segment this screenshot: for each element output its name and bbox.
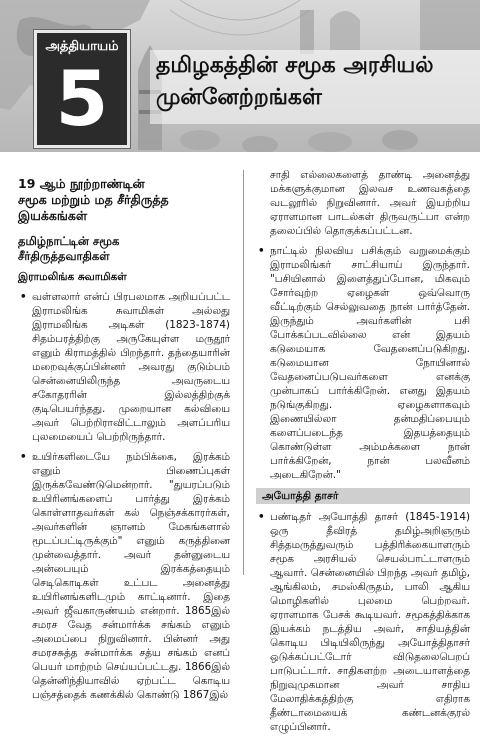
bullet-list-left — [18, 290, 230, 702]
continued-paragraph: சாதி எல்லைகளைத் தாண்டி அனைத்து மக்களுக்குமான இலவச உணவகத்தை வடலூரில் நிறுவினார். அவர் இயற்றிய ஏராளமான பாடல்கள் திருவருட்பா என்ற தலைப்பில் தொகுக்கப்பட்டன. — [270, 169, 470, 237]
sub-heading-line-1: தமிழ்நாட்டின் சமூக — [18, 234, 120, 248]
bullet-text: வள்ளலார் என்ப் பிரபலமாக அறியப்பட்ட இராமலிங்க சுவாமிகள் அல்லது இராமலிங்க அடிகள் (1823-1874) சிதம்பரத்திற்கு அருகேயுள்ள மருதூர் எனும் கிராமத்தில் பிறந்தார். தந்தையாரின் மறைவுக்குப்பின்னர் அவரது குடும்பம் சென்னையிலிருந்த அவருடைய சகோதரரின் இல்லத்திற்குக் குடிபெயர்ந்தது. முறையான கல்வியை அவர் பெற்றிராவிட்டாலும் அளப்பரிய புலமையைப் பெற்றிருந்தார். — [32, 291, 230, 443]
list-item — [256, 244, 470, 482]
bullet-icon: • — [20, 451, 27, 463]
minor-heading: இராமலிங்க சுவாமிகள் — [18, 271, 127, 283]
chapter-title-line-2: முன்னேற்றங்கள் — [156, 85, 322, 110]
subsection-heading: அயோத்தி தாசர் — [256, 488, 470, 504]
left-column — [18, 176, 230, 708]
chapter-banner — [0, 0, 480, 152]
chapter-number-box — [34, 30, 130, 148]
bullet-text: நாட்டில் நிலவிய பசிக்கும் வறுமைக்கும் இராமலிங்கர் சாட்சியாய் இருந்தார். "பசியினால் இளைத்துப்போன, மிகவும் சோர்வுற்ற ஏழைகள் ஒவ்வொரு வீட்டிற்கும் செல்லுவதை நான் பார்த்தேன். இருந்தும் அவர்களின் பசி போக்கப்படவில்லை என் இதயம் கடுமையாக வேதனைப்படுகிறது. கடுமையான நோயினால் வேதனைப்படுபவர்களை எனக்கு முன்பாகப் பார்க்கிறேன். எனது இதயம் நடுங்குகிறது. ஏழைகளாகவும் இணையில்லா தன்மதிப்பையும் களைப்படைந்த இதயத்தையும் கொண்டுள்ள அம்மக்களை நான் பார்க்கிறேன், நான் பலவீனம் அடைகிறேன்." — [270, 245, 470, 481]
sub-heading-line-2: சீர்திருத்தவாதிகள் — [18, 249, 110, 263]
bullet-text: உயிர்களிடையே நம்பிக்கை, இரக்கம் எனும் பிணைப்புகள் இருக்கவேண்டுமென்றார். "துயரப்படும் உயிரினங்களைப் பார்த்து இரக்கம் கொள்ளாதவர்கள் கல் நெஞ்சக்காரர்கள், அவர்களின் ஞானம் மேகங்களால் மூடப்பட்டிருக்கும்" எனும் கருத்தினை முன்வைத்தார். அவர் தன்னுடைய அன்பையும் இரக்கத்தையும் செடிகொடிகள் உட்பட அனைத்து உயிரினங்களிடமும் காட்டினார். இதை அவர் ஜீவகாருண்யம் என்றார். 1865இல் சமரச வேத சன்மார்க்க சங்கம் எனும் அமைப்பை நிறுவினார். பின்னர் அது சமரசசுத்த சன்மார்க்க சத்ய சங்கம் எனப் பெயர் மாற்றம் செய்யப்பட்டது. 1866இல் தென்னிந்தியாவில் ஏற்பட்ட கொடிய பஞ்சத்தைக் கணக்கில் கொண்டு 1867இல் — [32, 451, 230, 701]
section-heading — [18, 176, 230, 224]
section-heading-line-2: சமூக மற்றும் மத சீர்திருத்த — [18, 192, 169, 207]
section-heading-line-1: 19 ஆம் நூற்றாண்டின் — [18, 176, 145, 191]
bullet-icon: • — [258, 245, 265, 257]
bullet-text: பண்டிதர் அயோத்தி தாசர் (1845-1914) ஒரு தீவிரத் தமிழ்அறிஞரும் சித்தமருத்துவரும் பத்திரிக்கையாளரும் சமூக அரசியல் செயல்பாட்டாளரும் ஆவார். சென்னையில் பிறந்த அவர் தமிழ், ஆங்கிலம், சமஸ்கிருதம், பாலி ஆகிய மொழிகளில் புலமை பெற்றவர். ஏராளமாக பேசக் கூடியவர். சமூகத்திக்காக இயக்கம் நடத்திய அவர், சாதியத்தின் கொடிய பிடியிலிருந்து அயோத்திதாசர் ஒடுக்கப்பட்டோர் விடுதலைபெறப் பாடுபட்டார். சாதிகளற்ற அடையாளத்தை நிறுவுமுகமான அவர் சாதிய மேலாதிக்கத்திற்கு எதிராக தீண்டாமையைக் கண்டனக்குரல் எழுப்பினார். — [270, 511, 470, 733]
list-item — [18, 290, 230, 444]
bullet-icon: • — [20, 291, 27, 303]
list-item — [256, 510, 470, 734]
right-column — [256, 168, 470, 740]
chapter-title — [150, 50, 480, 124]
sub-heading — [18, 234, 230, 264]
chapter-title-line-1: தமிழகத்தின் சமூக அரசியல் — [156, 53, 434, 78]
list-item — [18, 450, 230, 702]
column-divider — [243, 170, 244, 575]
section-heading-line-3: இயக்கங்கள் — [18, 208, 88, 223]
bullet-list-right — [256, 244, 470, 482]
chapter-label: அத்தியாயம் — [45, 39, 119, 54]
bullet-list-right-2 — [256, 510, 470, 734]
chapter-number: 5 — [55, 54, 109, 143]
bullet-icon: • — [258, 511, 265, 523]
